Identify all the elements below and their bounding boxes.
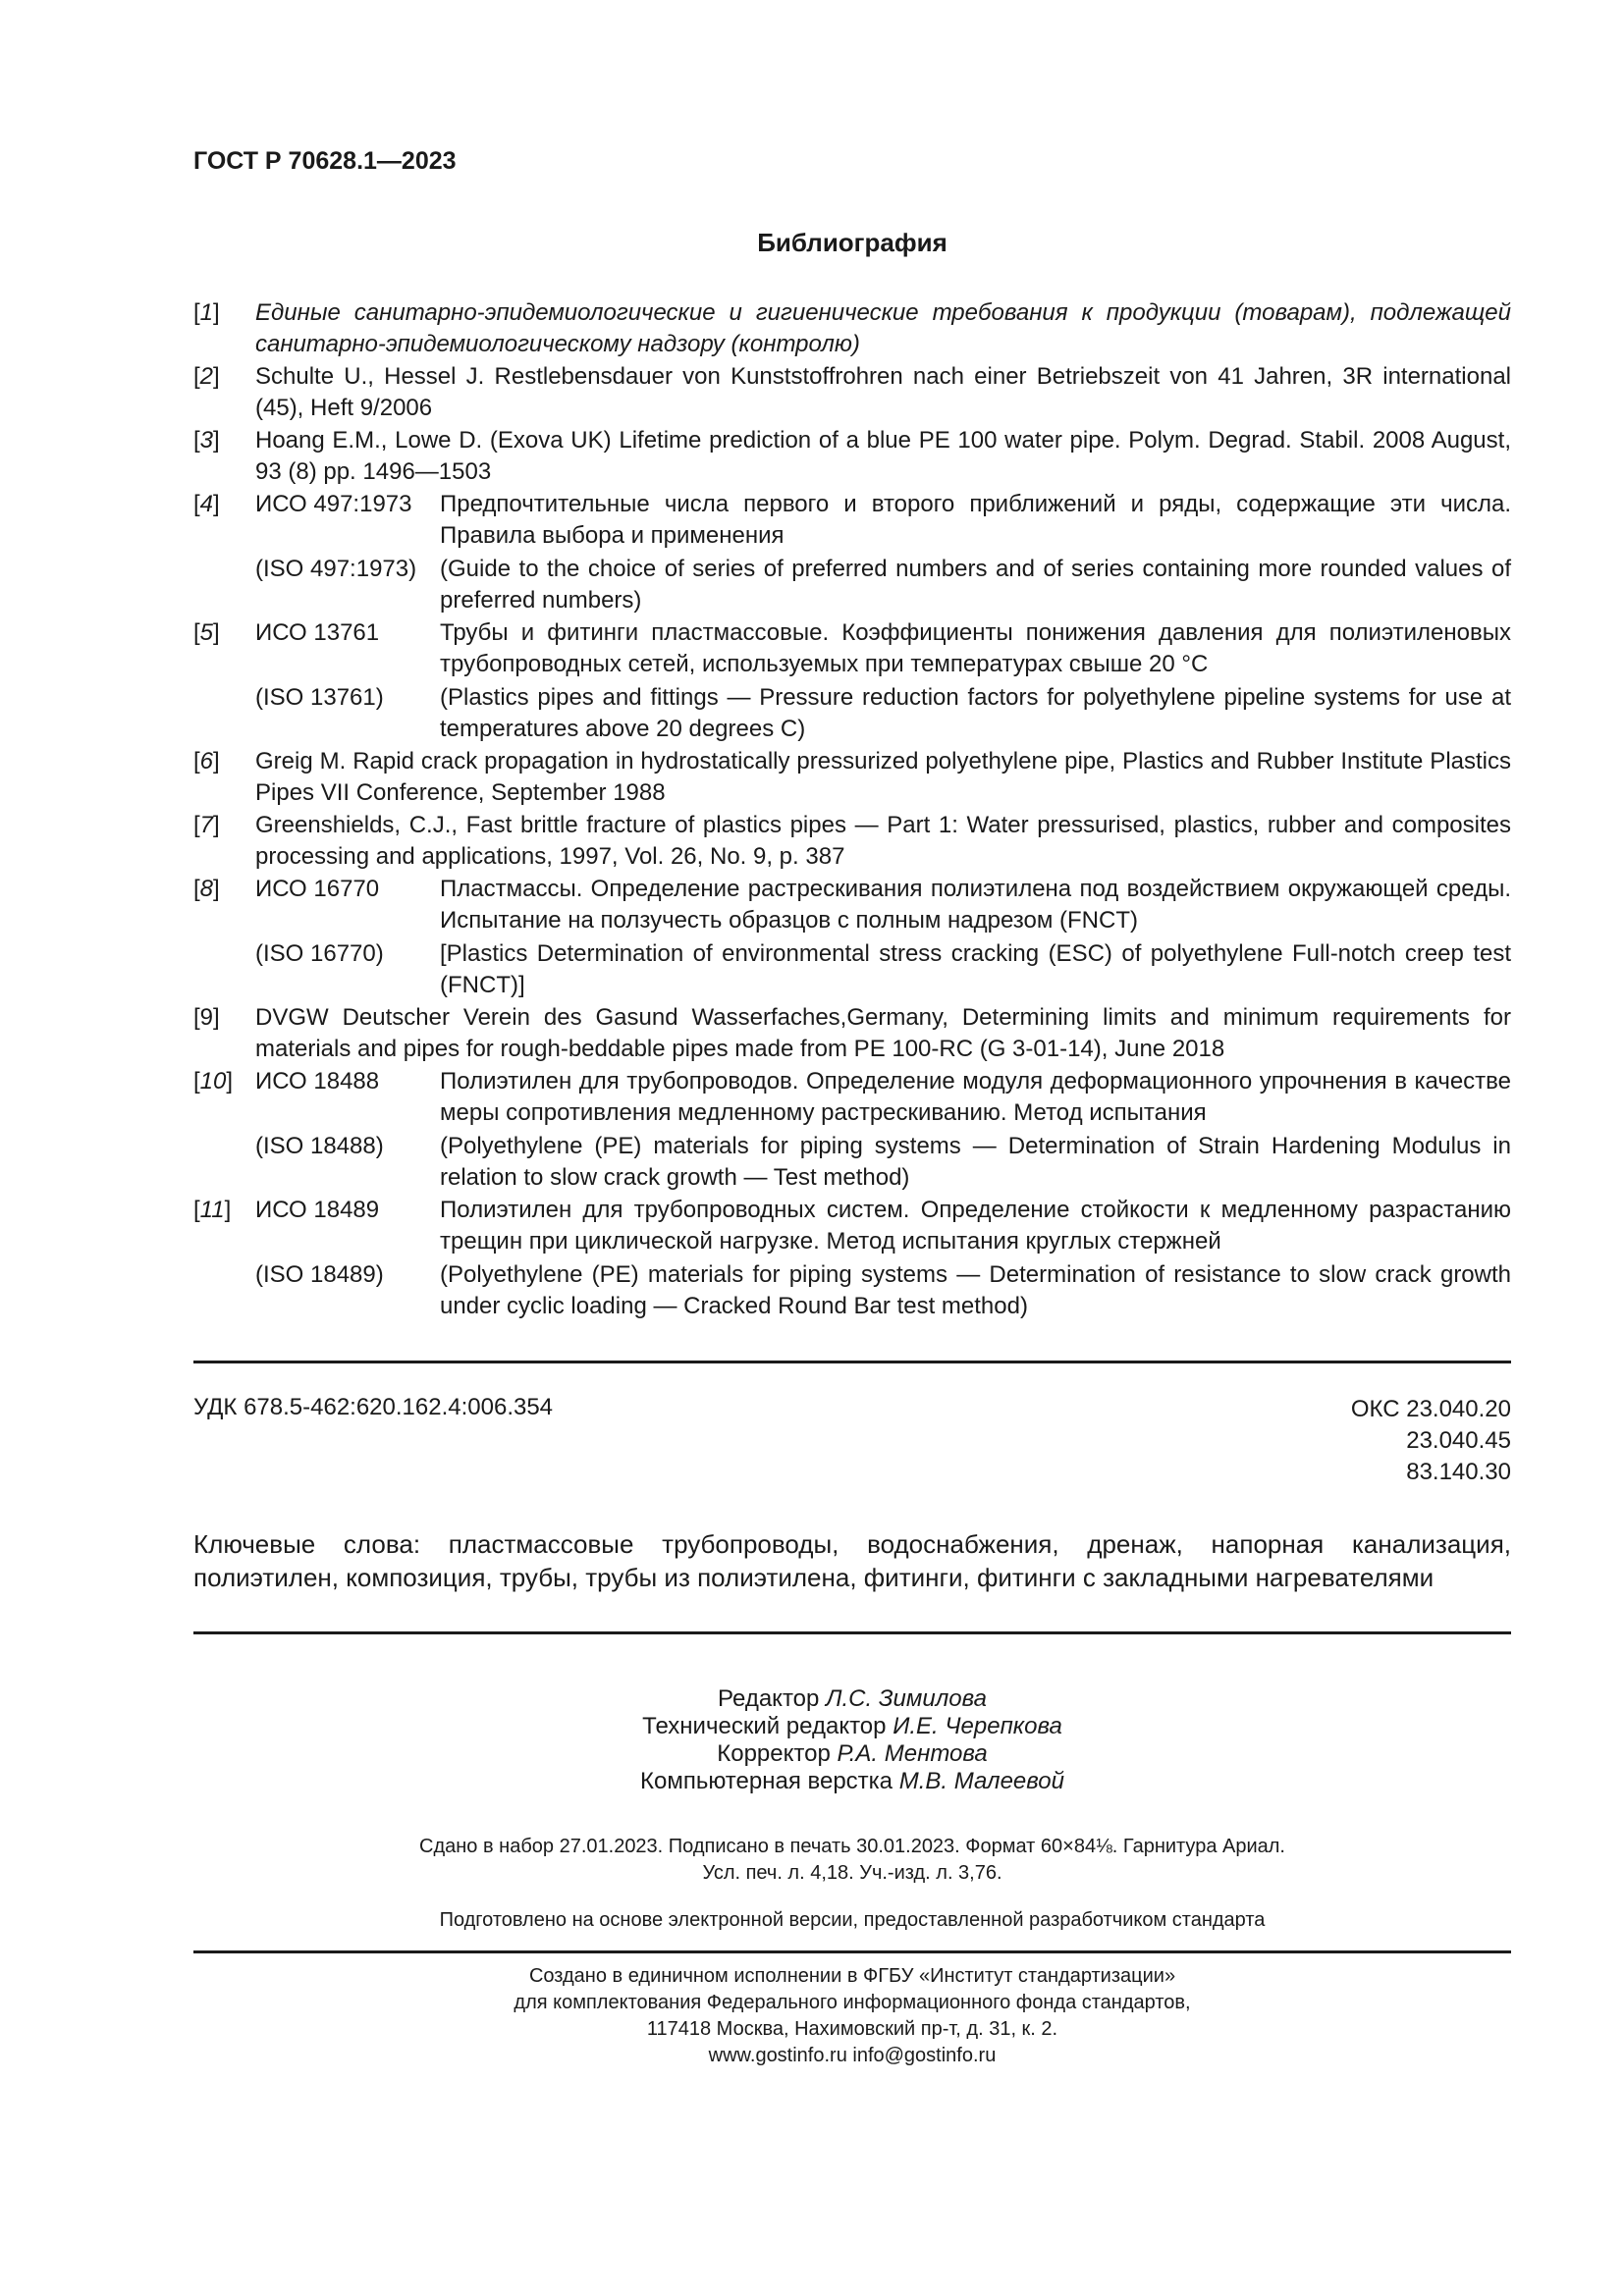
ref-text: Greig M. Rapid crack propagation in hydrostatically pressurized polyethylene pipe, Plastics and Rubber Institute Plastics Pipes VII Conference, September 1988 [255,748,1511,806]
ref-number: [9] [193,1004,220,1031]
divider-line [193,1631,1511,1634]
bibliography-entry [193,297,1511,360]
ref-text: Трубы и фитинги пластмассовые. Коэффициенты понижения давления для полиэтиленовых трубопроводных сетей, используемых при температурах свыше 20 °С [440,619,1511,677]
ref-text: DVGW Deutscher Verein des Gasund Wasserfaches,Germany, Determining limits and minimum requirements for materials and pipes for rough-beddable pipes made from PE 100-RC (G 3-01-14), June 2018 [255,1004,1511,1062]
ref-text: Единые санитарно-эпидемиологические и гигиенические требования к продукции (товарам), подлежащей санитарно-эпидемиологическому надзору (контролю) [255,299,1511,357]
credit-line: Технический редактор И.Е. Черепкова [642,1713,1062,1739]
ref-standard-code: ИСО 18489 [255,1197,380,1223]
ref-text: [Plastics Determination of environmental stress cracking (ESC) of polyethylene Full-notch creep test (FNCT)] [440,940,1511,998]
ref-number: [2] [193,363,220,390]
ref-text: (Guide to the choice of series of preferred numbers and of series containing more rounded values of preferred numbers) [440,556,1511,614]
bibliography-subentry [193,1131,1511,1194]
bibliography-title: Библиография [757,228,947,257]
ref-number: [8] [193,876,220,902]
bibliography-entry [193,489,1511,553]
bibliography-entry [193,1002,1511,1065]
bibliography-entry [193,874,1511,937]
ref-standard-code: (ISO 13761) [255,684,384,711]
ref-text: Пластмассы. Определение растрескивания полиэтилена под воздействием окружающей среды. Испытание на ползучесть образцов с полным надрезом (FNCT) [440,876,1511,934]
bibliography-entry [193,617,1511,681]
bibliography-entry [193,361,1511,424]
bibliography-entry [193,810,1511,873]
ref-text: Schulte U., Hessel J. Restlebensdauer von Kunststoffrohren nach einer Betriebszeit von 41 Jahren, 3R international (45), Heft 9/2006 [255,363,1511,421]
ref-standard-code: (ISO 16770) [255,940,384,967]
ref-standard-code: (ISO 18488) [255,1133,384,1159]
editorial-credits [193,1685,1511,1795]
bibliography-entry [193,746,1511,809]
ref-number: [4] [193,491,220,517]
ref-number: [7] [193,812,220,838]
ref-text: (Plastics pipes and fittings — Pressure reduction factors for polyethylene pipeline systems for use at temperatures above 20 degrees C) [440,684,1511,742]
bibliography-list [193,297,1511,1323]
ref-text: (Polyethylene (PE) materials for piping systems — Determination of resistance to slow crack growth under cyclic loading — Cracked Round Bar test method) [440,1261,1511,1319]
ref-text: Полиэтилен для трубопроводов. Определение модуля деформационного упрочнения в качестве меры сопротивления медленному растрескиванию. Метод испытания [440,1068,1511,1126]
bibliography-entry [193,1195,1511,1258]
publisher-info: Создано в единичном исполнении в ФГБУ «Институт стандартизации» для комплектования Федерального информационного фонда стандартов, 117418 Москва, Нахимовский пр-т, д. 31, к. 2. www.gostinfo.ru info@gostinfo.ru [514,1965,1191,2066]
bibliography-entry [193,425,1511,488]
ref-text: Полиэтилен для трубопроводных систем. Определение стойкости к медленному разрастанию трещин при циклической нагрузке. Метод испытания круглых стержней [440,1197,1511,1255]
ref-text: (Polyethylene (PE) materials for piping systems — Determination of Strain Hardening Modulus in relation to slow crack growth — Test method) [440,1133,1511,1191]
ref-number: [11] [193,1197,232,1223]
oks-code: 83.140.30 [1406,1459,1511,1485]
bibliography-subentry [193,1259,1511,1322]
keywords: Ключевые слова: пластмассовые трубопроводы, водоснабжения, дренаж, напорная канализация, полиэтилен, композиция, трубы, трубы из полиэтилена, фитинги, фитинги с закладными нагревателями [193,1529,1511,1592]
ref-number: [3] [193,427,220,454]
ref-standard-code: ИСО 497:1973 [255,491,412,517]
ref-text: Предпочтительные числа первого и второго приближений и ряды, содержащие эти числа. Правила выбора и применения [440,491,1511,549]
bibliography-subentry [193,938,1511,1001]
ref-number: [5] [193,619,220,646]
divider-line [193,1361,1511,1363]
oks-codes [1351,1394,1511,1488]
ref-number: [10] [193,1068,234,1095]
oks-code: 23.040.45 [1406,1427,1511,1454]
credit-line: Корректор Р.А. Ментова [717,1740,988,1767]
ref-standard-code: (ISO 18489) [255,1261,384,1288]
document-id: ГОСТ Р 70628.1—2023 [193,147,457,175]
ref-standard-code: ИСО 16770 [255,876,380,902]
ref-number: [6] [193,748,220,774]
bibliography-entry [193,1066,1511,1130]
divider-line [193,1950,1511,1953]
credit-line: Редактор Л.С. Зимилова [718,1685,987,1712]
udk-code: УДК 678.5-462:620.162.4:006.354 [193,1394,554,1420]
bibliography-subentry [193,682,1511,745]
oks-code: ОКС 23.040.20 [1350,1396,1511,1422]
ref-text: Greenshields, C.J., Fast brittle fracture of plastics pipes — Part 1: Water pressurised, plastics, rubber and composites processing and applications, 1997, Vol. 26, No. 9, p. 387 [255,812,1511,870]
prepared-note: Подготовлено на основе электронной версии, предоставленной разработчиком стандарта [439,1909,1266,1931]
ref-standard-code: (ISO 497:1973) [255,556,417,582]
credit-line: Компьютерная верстка М.В. Малеевой [640,1768,1064,1794]
print-info: Сдано в набор 27.01.2023. Подписано в печать 30.01.2023. Формат 60×84⅛. Гарнитура Ариал. Усл. печ. л. 4,18. Уч.-изд. л. 3,76. [419,1836,1285,1884]
ref-standard-code: ИСО 13761 [255,619,380,646]
ref-text: Hoang E.M., Lowe D. (Exova UK) Lifetime prediction of a blue PE 100 water pipe. Polym. Degrad. Stabil. 2008 August, 93 (8) pp. 1496—1503 [255,427,1511,485]
ref-number: [1] [193,299,220,326]
ref-standard-code: ИСО 18488 [255,1068,380,1095]
bibliography-subentry [193,554,1511,616]
